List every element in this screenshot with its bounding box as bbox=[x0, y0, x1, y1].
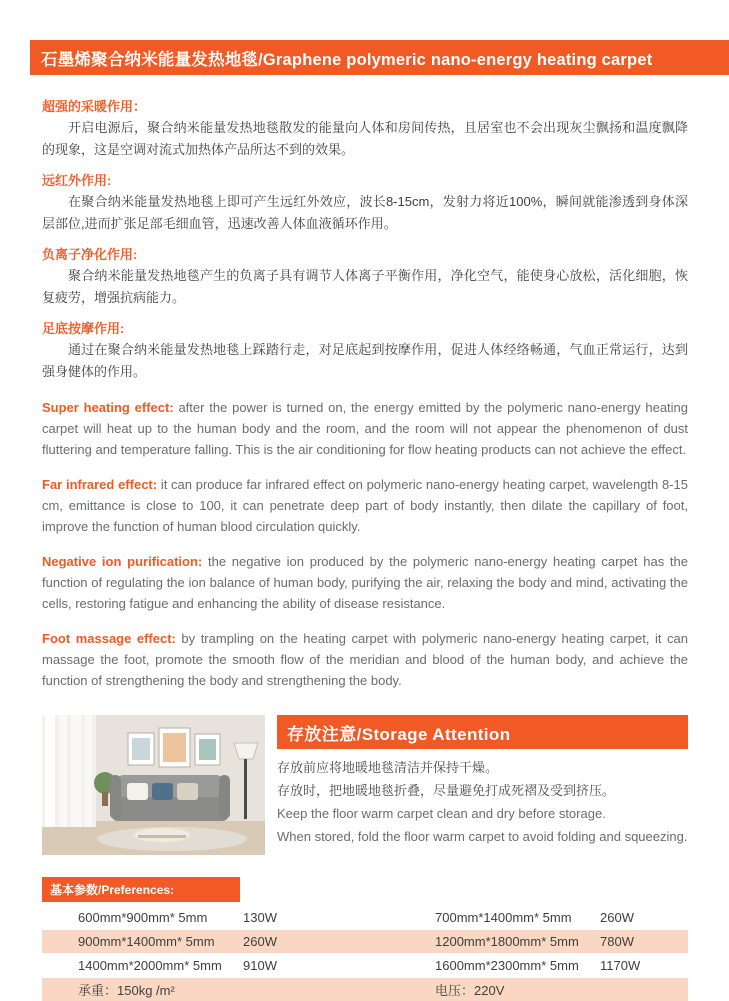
spec-size: 1600mm*2300mm* 5mm bbox=[435, 958, 579, 973]
living-room-illustration bbox=[42, 715, 265, 855]
table-row bbox=[42, 978, 688, 1001]
spec-power: 780W bbox=[600, 934, 634, 949]
page-title-banner bbox=[30, 40, 729, 75]
en-body-far-infrared: it can produce far infrared effect on polymeric nano-energy heating carpet, wavelength 8-15 cm, emittance is close to 100, it can penetrate deep part of body instantly, then dilate the capillary of foot, improve the function of human blood circulation quickly. bbox=[42, 477, 688, 534]
cn-paragraph-negative-ion: 聚合纳米能量发热地毯产生的负离子具有调节人体离子平衡作用，净化空气，能使身心放松，活化细胞，恢复疲劳，增强抗病能力。 bbox=[42, 268, 688, 305]
en-lead-far-infrared: Far infrared effect: bbox=[42, 477, 158, 492]
cn-paragraph-far-infrared: 在聚合纳米能量发热地毯上即可产生远红外效应，波长8-15cm，发射力将近100%，瞬间就能渗透到身体深层部位,进而扩张足部毛细血管，迅速改善人体血液循环作用。 bbox=[42, 194, 688, 231]
living-room-photo bbox=[42, 715, 265, 855]
en-lead-heating: Super heating effect: bbox=[42, 400, 174, 415]
preferences-table bbox=[42, 906, 688, 1001]
storage-title: 存放注意/Storage Attention bbox=[287, 724, 511, 744]
table-row bbox=[42, 954, 688, 977]
spec-size: 900mm*1400mm* 5mm bbox=[78, 934, 215, 949]
spec-power: 260W bbox=[600, 910, 634, 925]
cn-benefits-section bbox=[42, 96, 688, 383]
en-paragraph-heating bbox=[42, 397, 688, 460]
storage-line-en-1: Keep the floor warm carpet clean and dry before storage. bbox=[277, 806, 606, 821]
cn-heading-heating: 超强的采暖作用： bbox=[42, 99, 147, 114]
spec-power: 910W bbox=[243, 958, 277, 973]
storage-line-cn-2: 存放时，把地暖地毯折叠，尽量避免打成死褶及受到挤压。 bbox=[277, 783, 616, 798]
storage-title-banner bbox=[277, 715, 688, 749]
spec-load: 承重：150kg /m² bbox=[78, 983, 175, 998]
en-body-heating: after the power is turned on, the energy emitted by the polymeric nano-energy heating carpet will heat up to the human body and the room, and the room will not appear the phenomenon of dust fluttering and temperature falling. This is the air conditioning for flow heating products can not achieve the effect. bbox=[42, 400, 689, 457]
content bbox=[0, 96, 729, 1001]
en-body-foot-massage: by trampling on the heating carpet with polymeric nano-energy heating carpet, it can massage the foot, promote the smooth flow of the meridian and blood of the human body, and achieve the function of strengthening the body and strengthening the body. bbox=[42, 631, 688, 688]
en-benefits-section bbox=[42, 397, 688, 691]
cn-heading-negative-ion: 负离子净化作用: bbox=[42, 247, 138, 262]
spec-voltage: 电压：220V bbox=[435, 983, 505, 998]
cn-heading-foot-massage: 足底按摩作用: bbox=[42, 321, 125, 336]
spec-power: 1170W bbox=[600, 958, 641, 973]
spec-size: 600mm*900mm* 5mm bbox=[78, 910, 208, 925]
spec-size: 1200mm*1800mm* 5mm bbox=[435, 934, 579, 949]
storage-line-cn-1: 存放前应将地暖地毯清洁并保持干燥。 bbox=[277, 760, 499, 775]
cn-heading-far-infrared: 远红外作用: bbox=[42, 173, 112, 188]
preferences-section bbox=[42, 877, 688, 1001]
preferences-title: 基本参数/Preferences: bbox=[42, 877, 240, 902]
spec-size: 700mm*1400mm* 5mm bbox=[435, 910, 572, 925]
storage-section bbox=[42, 715, 688, 855]
spec-size: 1400mm*2000mm* 5mm bbox=[78, 958, 222, 973]
en-paragraph-far-infrared bbox=[42, 474, 688, 537]
table-row bbox=[42, 906, 688, 929]
storage-line-en-2: When stored, fold the floor warm carpet to avoid folding and squeezing. bbox=[277, 829, 688, 844]
cn-paragraph-foot-massage: 通过在聚合纳米能量发热地毯上踩踏行走，对足底起到按摩作用，促进人体经络畅通，气血正常运行，达到强身健体的作用。 bbox=[42, 342, 688, 379]
cn-paragraph-heating: 开启电源后，聚合纳米能量发热地毯散发的能量向人体和房间传热，且居室也不会出现灰尘飘扬和温度飘降的现象，这是空调对流式加热体产品所达不到的效果。 bbox=[42, 120, 688, 157]
en-lead-foot-massage: Foot massage effect: bbox=[42, 631, 176, 646]
en-paragraph-foot-massage bbox=[42, 628, 688, 691]
en-body-negative-ion: the negative ion produced by the polymeric nano-energy heating carpet has the function of regulating the ion balance of human body, purifying the air, relaxing the body and mind, activating the cells, restoring fatigue and enhancing the ability of disease resistance. bbox=[42, 554, 689, 611]
storage-text-column bbox=[277, 715, 688, 855]
en-lead-negative-ion: Negative ion purification: bbox=[42, 554, 203, 569]
en-paragraph-negative-ion bbox=[42, 551, 688, 614]
table-row bbox=[42, 930, 688, 953]
page-title: 石墨烯聚合纳米能量发热地毯/Graphene polymeric nano-energy heating carpet bbox=[41, 50, 653, 69]
spec-power: 260W bbox=[243, 934, 277, 949]
spec-power: 130W bbox=[243, 910, 277, 925]
storage-lines bbox=[277, 756, 688, 848]
